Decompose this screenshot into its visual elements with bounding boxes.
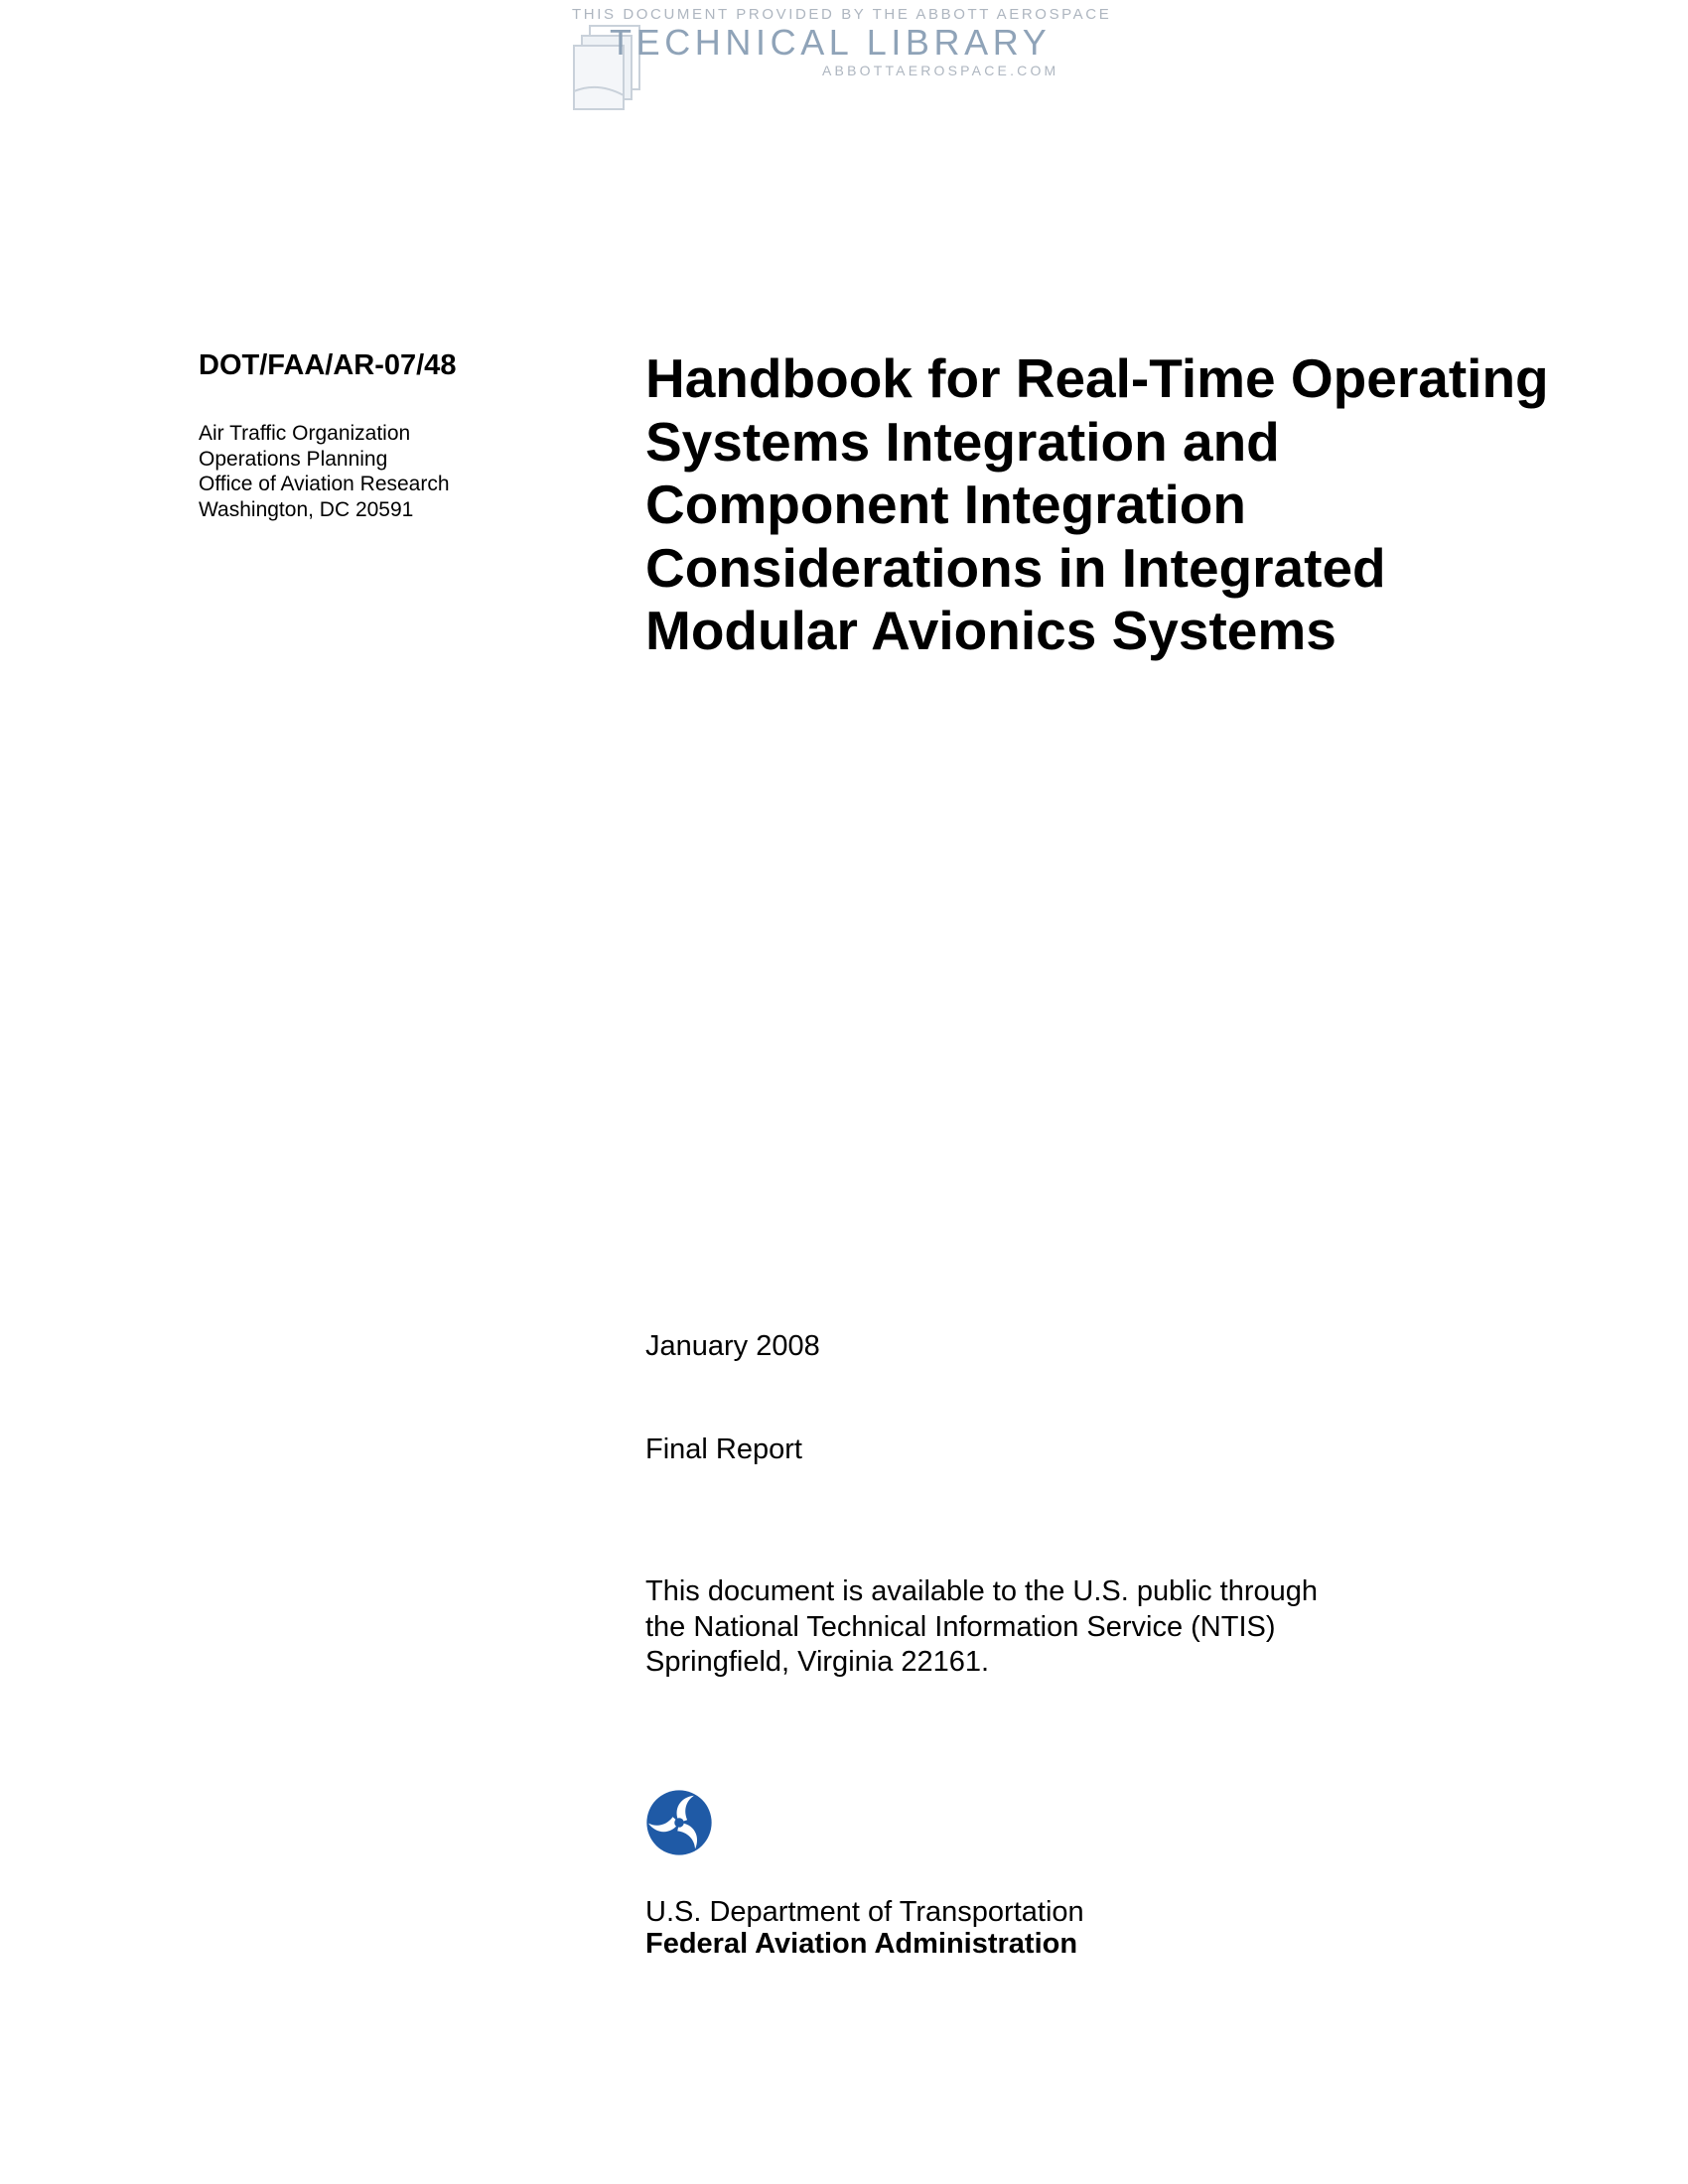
title-line: Handbook for Real-Time Operating	[645, 347, 1549, 409]
organization-address	[199, 421, 450, 522]
watermark-header	[568, 4, 1112, 115]
dot-triskelion-icon	[645, 1789, 713, 1856]
publication-date: January 2008	[645, 1330, 820, 1362]
availability-line: This document is available to the U.S. public through	[645, 1575, 1319, 1607]
organization-line: Office of Aviation Research	[199, 473, 450, 495]
document-title	[645, 347, 1638, 663]
organization-line: Operations Planning	[199, 447, 388, 471]
watermark-url: ABBOTTAEROSPACE.COM	[822, 63, 1059, 78]
title-line: Component Integration	[645, 474, 1246, 535]
watermark-provided-by: THIS DOCUMENT PROVIDED BY THE ABBOTT AEROSPACE	[572, 6, 1112, 23]
administration-name: Federal Aviation Administration	[645, 1928, 1078, 1960]
report-type: Final Report	[645, 1433, 802, 1465]
agency-block	[645, 1896, 1084, 1960]
title-line: Modular Avionics Systems	[645, 600, 1336, 661]
title-line: Systems Integration and	[645, 410, 1280, 473]
availability-line: the National Technical Information Service (NTIS)	[645, 1610, 1276, 1643]
organization-line: Washington, DC 20591	[199, 497, 414, 521]
availability-statement	[645, 1574, 1318, 1681]
organization-line: Air Traffic Organization	[199, 422, 411, 445]
report-number: DOT/FAA/AR-07/48	[199, 349, 457, 381]
department-name: U.S. Department of Transportation	[645, 1896, 1084, 1928]
availability-line: Springfield, Virginia 22161.	[645, 1646, 990, 1678]
watermark-library-name: TECHNICAL LIBRARY	[610, 22, 1052, 63]
title-line: Considerations in Integrated	[645, 536, 1386, 599]
